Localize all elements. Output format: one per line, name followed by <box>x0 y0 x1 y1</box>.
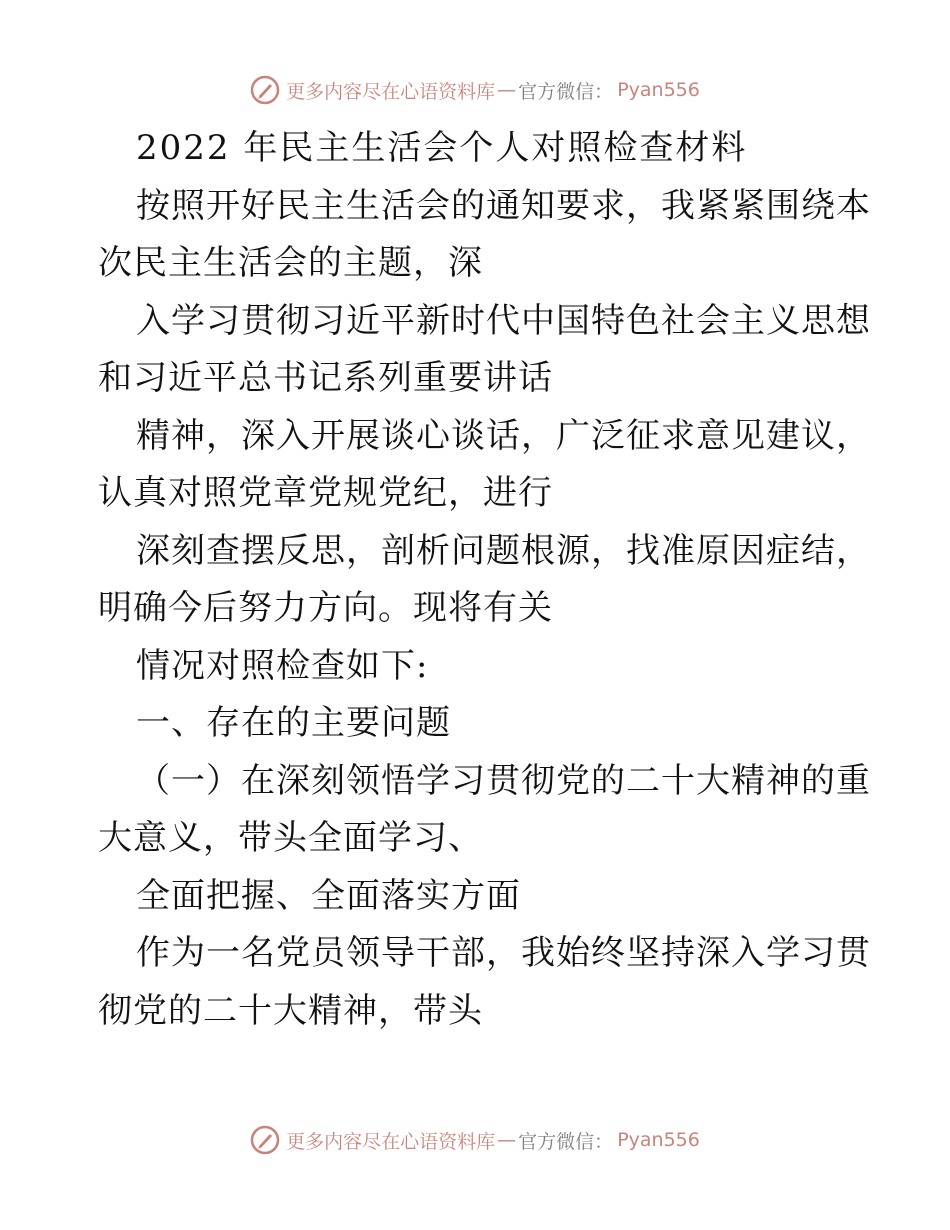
section-heading: 一、存在的主要问题 <box>136 703 451 743</box>
paragraph-line: 精神，深入开展谈心谈话，广泛征求意见建议， <box>136 415 871 456</box>
watermark-site-name: 更多内容尽在心语资料库 <box>286 1130 496 1153</box>
watermark-site-name: 更多内容尽在心语资料库 <box>286 80 496 103</box>
subsection-heading-continued: 大意义，带头全面学习、 <box>98 818 483 858</box>
watermark-account: Pyan556 <box>617 79 700 101</box>
subsection-heading-continued: 全面把握、全面落实方面 <box>136 875 521 916</box>
quill-logo-icon <box>250 1125 280 1155</box>
paragraph-line: 认真对照党章党规党纪，进行 <box>98 473 553 513</box>
paragraph-line: 明确今后努力方向。现将有关 <box>98 588 553 628</box>
quill-logo-icon <box>250 75 280 105</box>
document-title: 2022 年民主生活会个人对照检查材料 <box>136 128 748 168</box>
footer-watermark <box>0 1120 950 1160</box>
watermark-official-label: 官方微信： <box>518 80 614 103</box>
paragraph-line: 作为一名党员领导干部，我始终坚持深入学习贯 <box>136 933 871 973</box>
header-watermark <box>0 70 950 110</box>
watermark-dash: — <box>497 79 517 101</box>
subsection-heading: （一）在深刻领悟学习贯彻党的二十大精神的重 <box>136 760 871 801</box>
paragraph-line: 和习近平总书记系列重要讲话 <box>98 358 553 398</box>
watermark-account: Pyan556 <box>617 1129 700 1151</box>
paragraph-line: 次民主生活会的主题，深 <box>98 243 483 283</box>
watermark-dash: — <box>497 1129 517 1151</box>
paragraph-line: 彻党的二十大精神，带头 <box>98 990 483 1031</box>
paragraph-line: 情况对照检查如下: <box>136 645 429 686</box>
paragraph-line: 按照开好民主生活会的通知要求，我紧紧围绕本 <box>136 185 871 226</box>
paragraph-line: 深刻查摆反思，剖析问题根源，找准原因症结， <box>136 530 871 571</box>
watermark-official-label: 官方微信： <box>518 1130 614 1153</box>
paragraph-line: 入学习贯彻习近平新时代中国特色社会主义思想 <box>136 300 871 341</box>
document-body <box>98 120 871 1040</box>
